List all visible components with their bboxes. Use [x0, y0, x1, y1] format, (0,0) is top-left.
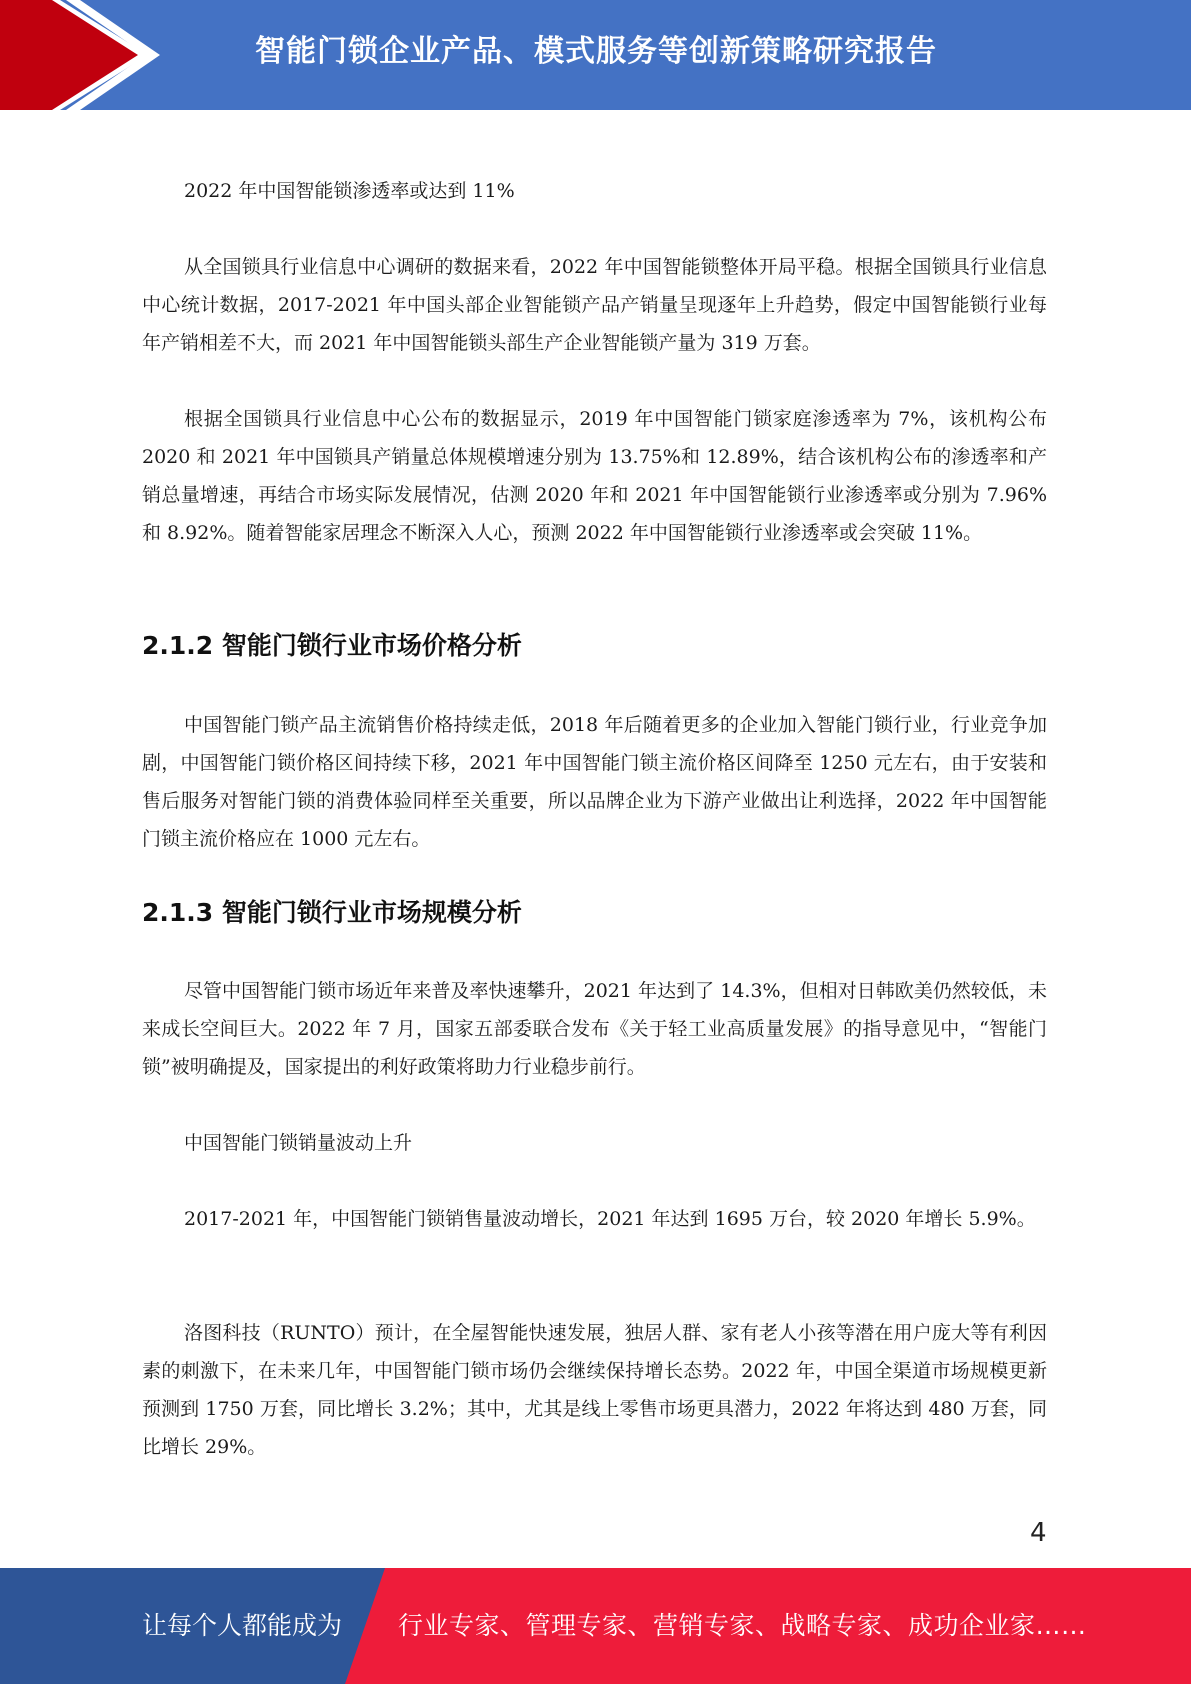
footer-slogan-right: 行业专家、管理专家、营销专家、战略专家、成功企业家……: [398, 1611, 1087, 1640]
section-heading: 2.1.2 智能门锁行业市场价格分析: [142, 631, 522, 660]
page-number: 4: [1030, 1518, 1047, 1548]
figure-caption: 中国智能门锁销量波动上升: [184, 1132, 413, 1154]
footer-slogan-left: 让每个人都能成为: [142, 1611, 343, 1640]
section-heading: 2.1.3 智能门锁行业市场规模分析: [142, 898, 522, 927]
paragraph: 2017-2021 年，中国智能门锁销售量波动增长，2021 年达到 1695 万台，较 2020 年增长 5.9%。: [184, 1208, 1036, 1230]
footer-band: [0, 1568, 1191, 1684]
paragraph: 中国智能门锁产品主流销售价格持续走低，2018 年后随着更多的企业加入智能门锁行业，行业竞争加剧，中国智能门锁价格区间持续下移，2021 年中国智能门锁主流价格区间降至 1250 元左右，由于安装和售后服务对智能门锁的消费体验同样至关重要，所以品牌企业为下游产业做出让利选择，2022 年中国智能门锁主流价格应在 1000 元左右。: [142, 714, 1047, 850]
figure-caption: 2022 年中国智能锁渗透率或达到 11%: [184, 180, 515, 202]
paragraph: 根据全国锁具行业信息中心公布的数据显示，2019 年中国智能门锁家庭渗透率为 7%，该机构公布 2020 和 2021 年中国锁具产销量总体规模增速分别为 13.75%和 12.89%，结合该机构公布的渗透率和产销总量增速，再结合市场实际发展情况，估测 2020 年和 2021 年中国智能锁行业渗透率或分别为 7.96%和 8.92%。随着智能家居理念不断深入人心，预测 2022 年中国智能锁行业渗透率或会突破 11%。: [142, 408, 1047, 544]
paragraph: 尽管中国智能门锁市场近年来普及率快速攀升，2021 年达到了 14.3%，但相对日韩欧美仍然较低，未来成长空间巨大。2022 年 7 月，国家五部委联合发布《关于轻工业高质量发展》的指导意见中，“智能门锁”被明确提及，国家提出的利好政策将助力行业稳步前行。: [142, 980, 1047, 1078]
paragraph: 洛图科技（RUNTO）预计，在全屋智能快速发展，独居人群、家有老人小孩等潜在用户庞大等有利因素的刺激下，在未来几年，中国智能门锁市场仍会继续保持增长态势。2022 年，中国全渠道市场规模更新预测到 1750 万套，同比增长 3.2%；其中，尤其是线上零售市场更具潜力，2022 年将达到 480 万套，同比增长 29%。: [142, 1322, 1047, 1458]
document-title: 智能门锁企业产品、模式服务等创新策略研究报告: [255, 34, 937, 69]
header-band: [0, 0, 1191, 110]
paragraph: 从全国锁具行业信息中心调研的数据来看，2022 年中国智能锁整体开局平稳。根据全国锁具行业信息中心统计数据，2017-2021 年中国头部企业智能锁产品产销量呈现逐年上升趋势，假定中国智能锁行业每年产销相差不大，而 2021 年中国智能锁头部生产企业智能锁产量为 319 万套。: [142, 256, 1047, 354]
